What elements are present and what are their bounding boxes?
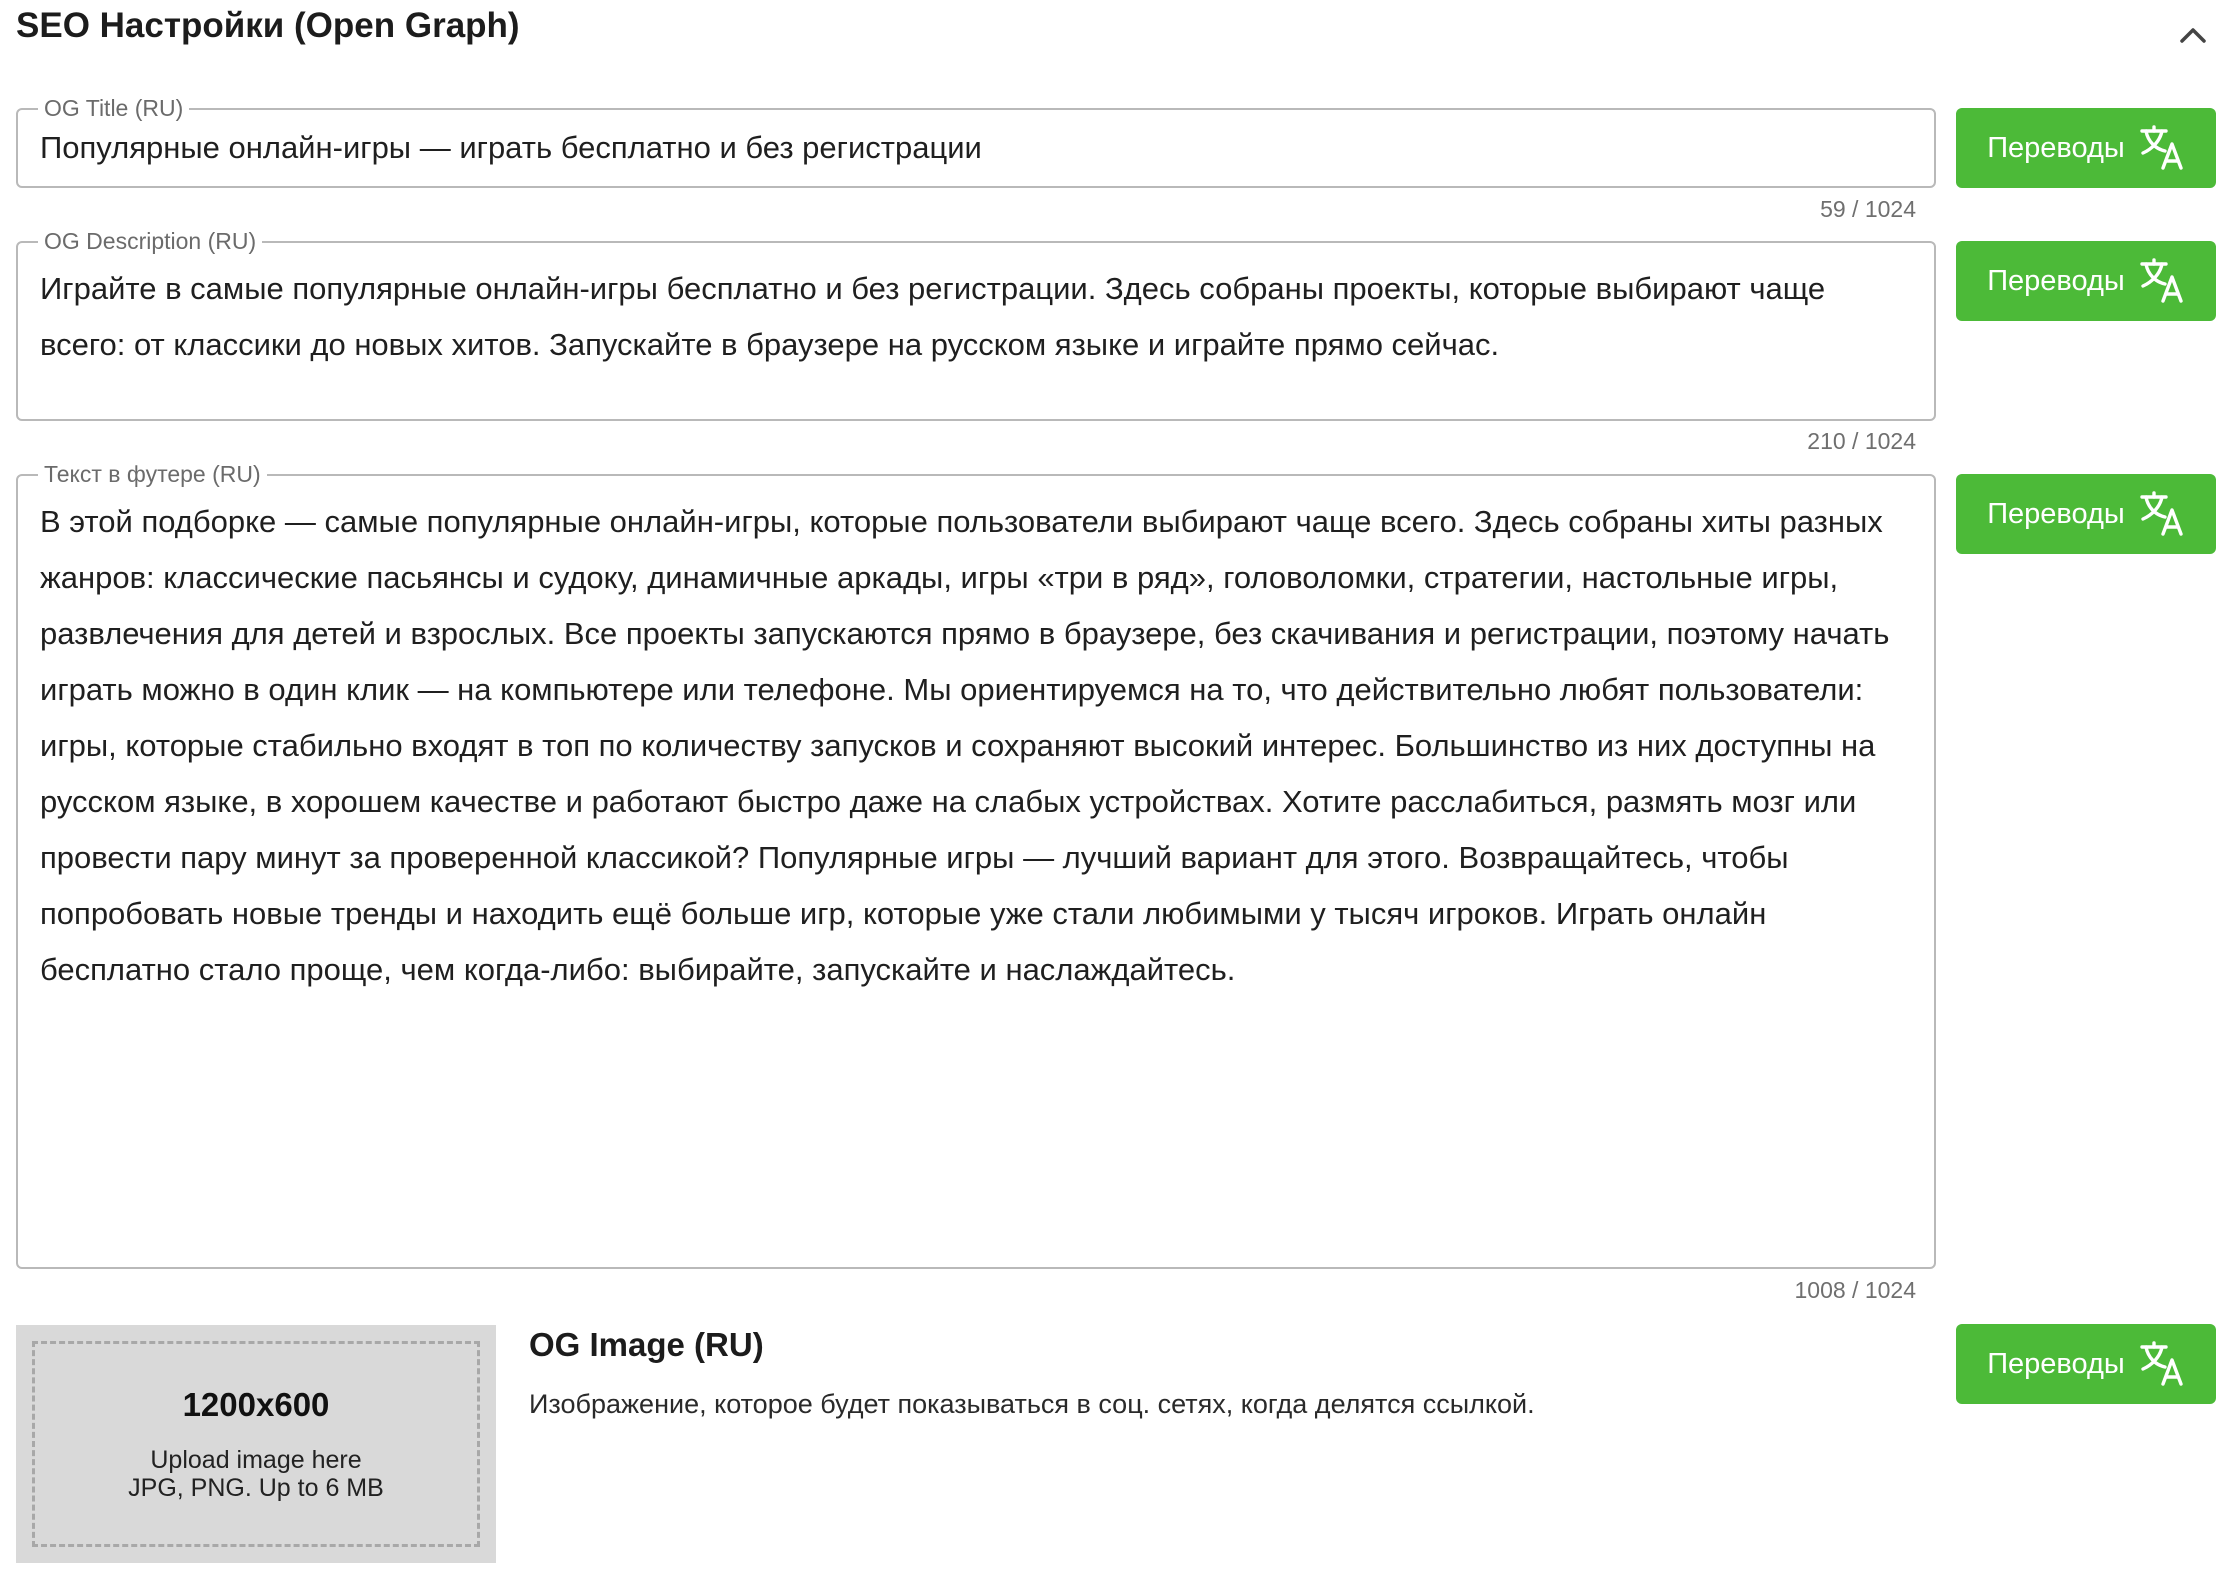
- image-upload-dropzone[interactable]: [16, 1325, 496, 1563]
- translate-button-label: Переводы: [1987, 264, 2125, 297]
- translate-button-label: Переводы: [1987, 131, 2125, 164]
- translate-icon: [2139, 125, 2185, 171]
- collapse-button[interactable]: [2168, 10, 2218, 60]
- og-title-counter: 59 / 1024: [1820, 196, 1916, 222]
- og-image-description: Изображение, которое будет показываться в соц. сетях, когда делятся ссылкой.: [529, 1389, 1535, 1419]
- og-title-input[interactable]: Популярные онлайн-игры — играть бесплатно и без регистрации: [40, 130, 982, 165]
- og-title-translate-button[interactable]: [1956, 108, 2216, 188]
- og-image-translate-button[interactable]: [1956, 1324, 2216, 1404]
- og-title-field[interactable]: [16, 95, 1936, 188]
- footer-text-counter: 1008 / 1024: [1794, 1277, 1916, 1303]
- translate-icon: [2139, 258, 2185, 304]
- og-description-input[interactable]: Играйте в самые популярные онлайн-игры бесплатно и без регистрации. Здесь собраны проекты, которые выбирают чаще всего: от классики до новых хитов. Запускайте в браузере на русском языке и играйте прямо сейчас.: [40, 271, 1834, 362]
- upload-hint-line1: Upload image here: [150, 1446, 362, 1474]
- upload-dashed-area: [32, 1341, 480, 1547]
- translate-button-label: Переводы: [1987, 1347, 2125, 1380]
- footer-text-label: Текст в футере (RU): [38, 461, 267, 487]
- og-description-field[interactable]: [16, 228, 1936, 421]
- og-description-label: OG Description (RU): [38, 228, 262, 254]
- og-title-label: OG Title (RU): [38, 95, 189, 121]
- translate-button-label: Переводы: [1987, 497, 2125, 530]
- upload-hint-line2: JPG, PNG. Up to 6 MB: [128, 1474, 384, 1502]
- translate-icon: [2139, 491, 2185, 537]
- og-description-counter: 210 / 1024: [1807, 428, 1916, 454]
- footer-text-translate-button[interactable]: [1956, 474, 2216, 554]
- og-description-translate-button[interactable]: [1956, 241, 2216, 321]
- section-title: SEO Настройки (Open Graph): [16, 6, 520, 45]
- translate-icon: [2139, 1341, 2185, 1387]
- og-image-title: OG Image (RU): [529, 1326, 764, 1363]
- footer-text-input[interactable]: В этой подборке — самые популярные онлайн-игры, которые пользователи выбирают чаще всего. Здесь собраны хиты разных жанров: классические пасьянсы и судоку, динамичные аркады, игры «три в ряд», головоломки, стратегии, настольные игры, развлечения для детей и взрослых. Все проекты запускаются прямо в браузере, без скачивания и регистрации, поэтому начать играть можно в один клик — на компьютере или телефоне. Мы ориентируемся на то, что действительно любят пользователи: игры, которые стабильно входят в топ по количеству запусков и сохраняют высокий интерес. Большинство из них доступны на русском языке, в хорошем качестве и работают быстро даже на слабых устройствах. Хотите расслабиться, размять мозг или провести пару минут за проверенной классикой? Популярные игры — лучший вариант для этого. Возвращайтесь, чтобы попробовать новые тренды и находить ещё больше игр, которые уже стали любимыми у тысяч игроков. Играть онлайн бесплатно стало проще, чем когда-либо: выбирайте, запускайте и наслаждайтесь.: [40, 504, 1898, 987]
- footer-text-field[interactable]: [16, 461, 1936, 1269]
- upload-size-label: 1200x600: [182, 1386, 330, 1423]
- chevron-up-icon: [2178, 25, 2208, 45]
